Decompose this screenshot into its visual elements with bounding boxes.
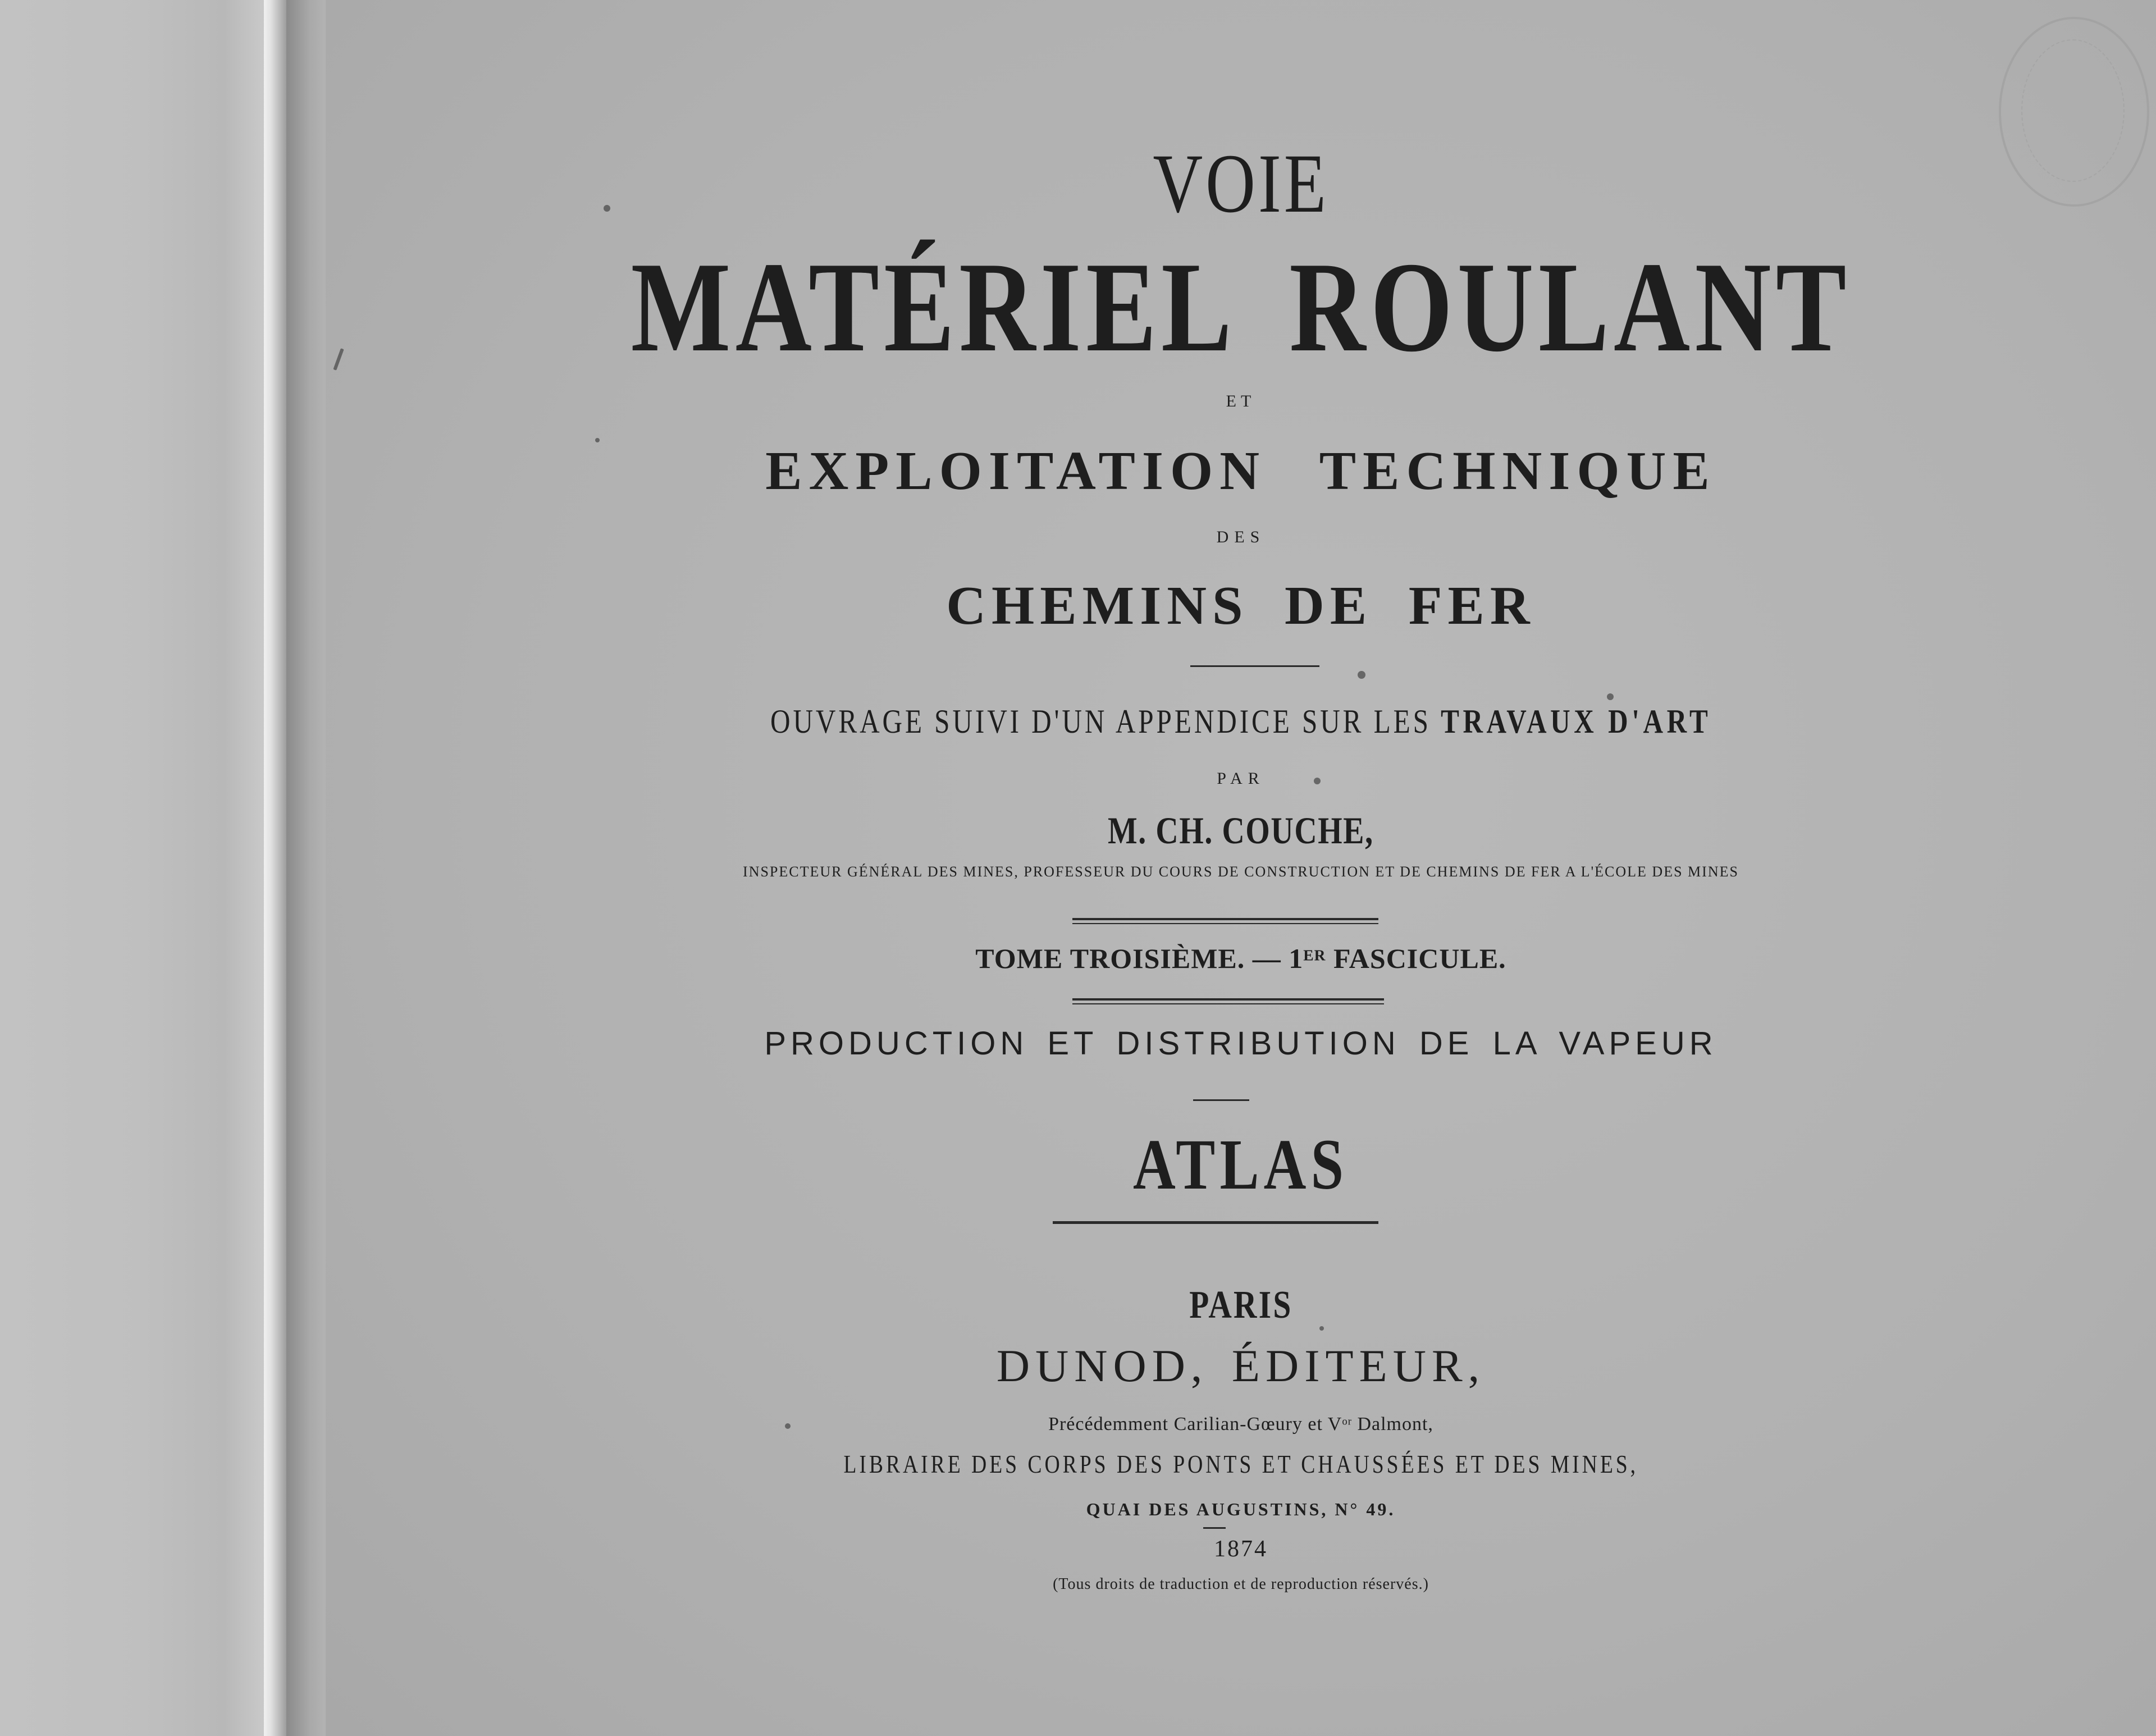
title-des: DES bbox=[1216, 528, 1266, 546]
publisher: DUNOD, ÉDITEUR, bbox=[996, 1340, 1486, 1391]
title-exploitation-technique: EXPLOITATION TECHNIQUE bbox=[765, 441, 1716, 501]
text-par: PAR bbox=[1217, 769, 1265, 788]
author-name: M. CH. COUCHE, bbox=[1108, 809, 1374, 852]
divider-rule bbox=[1072, 918, 1378, 924]
author-title: INSPECTEUR GÉNÉRAL DES MINES, PROFESSEUR DU COURS DE CONSTRUCTION ET DE CHEMINS DE FER A L'ÉCOLE DES MINES bbox=[743, 864, 1739, 880]
rights-notice: (Tous droits de traduction et de reproduction réservés.) bbox=[1053, 1575, 1429, 1593]
left-page-edge bbox=[264, 0, 286, 1736]
divider-rule bbox=[1203, 1527, 1226, 1529]
paper-speck bbox=[1607, 693, 1614, 700]
title-et: ET bbox=[1226, 392, 1256, 410]
libraire-line: LIBRAIRE DES CORPS DES PONTS ET CHAUSSÉES ET DES MINES, bbox=[843, 1450, 1638, 1478]
paper-speck bbox=[1358, 671, 1365, 679]
title-materiel-roulant: MATÉRIEL ROULANT bbox=[631, 235, 1851, 378]
left-page bbox=[0, 0, 264, 1736]
tome-line: TOME TROISIÈME. — 1ER FASCICULE. bbox=[975, 943, 1506, 974]
address-line: QUAI DES AUGUSTINS, N° 49. bbox=[1086, 1499, 1396, 1519]
divider-rule bbox=[1190, 665, 1319, 667]
title-chemins-de-fer: CHEMINS DE FER bbox=[946, 575, 1536, 636]
divider-rule bbox=[1072, 998, 1384, 1004]
divider-rule bbox=[1053, 1221, 1378, 1224]
year: 1874 bbox=[1214, 1536, 1268, 1562]
divider-rule bbox=[1193, 1099, 1249, 1101]
city: PARIS bbox=[1189, 1283, 1293, 1327]
title-atlas: ATLAS bbox=[1133, 1125, 1349, 1204]
paper-speck bbox=[1319, 1326, 1324, 1331]
subtitle-ouvrage: OUVRAGE SUIVI D'UN APPENDICE SUR LES TRAVAUX D'ART bbox=[770, 703, 1712, 740]
formerly-line: Précédemment Carilian-Gœury et $V^{or}$ Dalmont, bbox=[1048, 1414, 1433, 1435]
book-gutter bbox=[286, 0, 326, 1736]
title-voie: VOIE bbox=[1153, 137, 1329, 230]
paper-speck bbox=[595, 438, 600, 442]
production-line: PRODUCTION ET DISTRIBUTION DE LA VAPEUR bbox=[764, 1025, 1718, 1062]
